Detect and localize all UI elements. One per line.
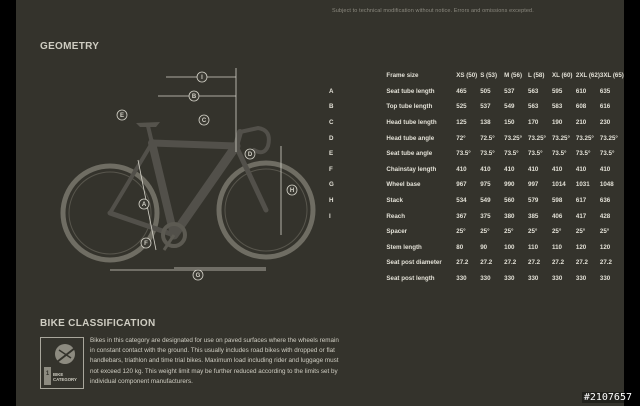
row-value: 380 <box>504 212 515 220</box>
row-value: 73.25° <box>551 134 570 142</box>
row-value: 616 <box>599 103 611 111</box>
row-code: C <box>329 119 334 127</box>
row-value: 73.5° <box>551 150 567 158</box>
row-parameter: Head tube angle <box>386 134 435 142</box>
row-value: 73.5° <box>456 150 471 158</box>
row-code <box>329 255 386 271</box>
row-value: 330 <box>599 275 611 283</box>
size-header: XS (50) <box>456 72 478 80</box>
row-value: 27.2 <box>456 259 469 267</box>
row-parameter: Seat post diameter <box>386 259 442 267</box>
bike-geometry-diagram <box>56 60 326 285</box>
diagram-label-g: G <box>195 273 201 279</box>
row-value: 410 <box>551 165 563 173</box>
row-value: 138 <box>480 119 491 127</box>
row-value: 27.2 <box>504 259 517 267</box>
row-value: 990 <box>504 181 515 189</box>
row-value: 330 <box>456 275 467 283</box>
row-code: I <box>329 212 331 220</box>
row-value: 73.25° <box>504 134 523 142</box>
row-value: 410 <box>504 165 515 173</box>
row-value: 120 <box>575 243 587 251</box>
size-header: M (56) <box>504 72 523 80</box>
row-value: 1014 <box>551 181 566 189</box>
row-value: 410 <box>599 165 611 173</box>
row-parameter: Wheel base <box>386 181 421 189</box>
row-value: 150 <box>504 119 515 127</box>
row-value: 583 <box>551 103 563 111</box>
row-value: 25° <box>575 228 586 236</box>
geometry-title: GEOMETRY <box>40 41 100 52</box>
row-value: 90 <box>480 243 488 251</box>
table-row <box>329 208 624 224</box>
row-value: 428 <box>599 212 611 220</box>
row-code: B <box>329 103 334 111</box>
diagram-label-e: E <box>119 113 125 119</box>
row-value: 25° <box>551 228 562 236</box>
row-value: 25° <box>480 228 490 236</box>
row-value: 73.5° <box>504 150 519 158</box>
row-value: 1031 <box>575 181 590 189</box>
row-parameter: Seat post length <box>386 275 435 283</box>
row-value: 549 <box>480 197 491 205</box>
frame-size-header: Frame size <box>386 72 419 80</box>
row-parameter: Chainstay length <box>386 165 437 173</box>
row-value: 120 <box>599 243 611 251</box>
size-header: XL (60) <box>551 72 573 80</box>
row-parameter: Head tube length <box>386 119 437 127</box>
row-value: 330 <box>480 275 491 283</box>
row-parameter: Stack <box>386 197 403 205</box>
row-value: 410 <box>456 165 467 173</box>
row-value: 598 <box>551 197 563 205</box>
table-row <box>329 99 624 115</box>
row-value: 100 <box>504 243 515 251</box>
row-value: 25° <box>528 228 538 236</box>
size-header: 2XL (62) <box>575 72 600 80</box>
table-row <box>329 162 624 178</box>
category-number: 1 <box>45 371 50 377</box>
row-value: 210 <box>575 119 587 127</box>
row-code <box>329 224 386 240</box>
row-value: 636 <box>599 197 611 205</box>
row-value: 997 <box>528 181 539 189</box>
row-value: 410 <box>480 165 491 173</box>
row-value: 72.5° <box>480 134 495 142</box>
row-value: 560 <box>504 197 515 205</box>
table-row <box>329 146 624 162</box>
table-row <box>329 271 624 287</box>
table-row <box>329 115 624 131</box>
row-value: 25° <box>599 228 610 236</box>
row-code: H <box>329 197 334 205</box>
size-header: 3XL (65) <box>599 72 624 80</box>
row-value: 537 <box>504 87 515 95</box>
row-value: 72° <box>456 134 466 142</box>
bike-category-label: BIKE CATEGORY <box>53 372 77 382</box>
image-id-watermark: #2107657 <box>583 392 632 403</box>
row-value: 73.25° <box>599 134 618 142</box>
row-value: 505 <box>480 87 491 95</box>
row-parameter: Stem length <box>386 243 422 251</box>
spec-page <box>16 0 624 406</box>
row-value: 595 <box>551 87 563 95</box>
row-value: 73.25° <box>575 134 594 142</box>
row-parameter: Seat tube angle <box>386 150 433 158</box>
row-value: 410 <box>575 165 587 173</box>
row-parameter: Reach <box>386 212 405 220</box>
table-header-row <box>329 68 624 84</box>
table-row <box>329 130 624 146</box>
row-value: 534 <box>456 197 467 205</box>
row-value: 110 <box>551 243 562 251</box>
diagram-label-a: A <box>141 202 147 208</box>
row-code: D <box>329 134 334 142</box>
row-parameter: Top tube length <box>386 103 433 111</box>
row-value: 617 <box>575 197 587 205</box>
row-code <box>329 271 386 287</box>
row-value: 330 <box>504 275 515 283</box>
row-value: 27.2 <box>551 259 565 267</box>
table-row <box>329 193 624 209</box>
row-value: 1048 <box>599 181 614 189</box>
row-value: 330 <box>575 275 587 283</box>
row-value: 230 <box>599 119 611 127</box>
table-row <box>329 224 624 240</box>
row-value: 27.2 <box>599 259 612 267</box>
row-value: 610 <box>575 87 587 95</box>
row-parameter: Seat tube length <box>386 87 435 95</box>
row-value: 330 <box>528 275 539 283</box>
row-value: 170 <box>528 119 539 127</box>
row-value: 525 <box>456 103 467 111</box>
row-value: 27.2 <box>575 259 588 267</box>
row-value: 465 <box>456 87 467 95</box>
row-value: 410 <box>528 165 539 173</box>
table-row <box>329 177 624 193</box>
row-value: 27.2 <box>528 259 541 267</box>
row-value: 967 <box>456 181 467 189</box>
diagram-label-b: B <box>191 94 197 100</box>
row-code: E <box>329 150 334 158</box>
diagram-label-c: C <box>201 118 207 124</box>
bike-category-badge <box>40 337 84 389</box>
row-value: 330 <box>551 275 563 283</box>
diagram-label-d: D <box>247 152 253 158</box>
row-value: 73.5° <box>599 150 615 158</box>
row-value: 579 <box>528 197 539 205</box>
classification-title: BIKE CLASSIFICATION <box>40 318 156 329</box>
row-value: 367 <box>456 212 467 220</box>
row-value: 975 <box>480 181 491 189</box>
row-value: 25° <box>456 228 466 236</box>
row-value: 635 <box>599 87 611 95</box>
size-header: L (58) <box>528 72 545 80</box>
row-code: G <box>329 181 334 189</box>
row-value: 375 <box>480 212 491 220</box>
row-value: 73.5° <box>575 150 591 158</box>
row-value: 73.25° <box>528 134 547 142</box>
table-row <box>329 84 624 100</box>
row-value: 417 <box>575 212 587 220</box>
geometry-table-body <box>329 84 624 287</box>
row-value: 608 <box>575 103 587 111</box>
row-value: 27.2 <box>480 259 493 267</box>
size-header: S (53) <box>480 72 498 80</box>
row-code: A <box>329 87 334 95</box>
disclaimer-text: Subject to technical modification without notice. Errors and omissions excepted. <box>332 8 534 14</box>
row-value: 80 <box>456 243 464 251</box>
diagram-label-f: F <box>144 241 148 247</box>
row-value: 110 <box>528 243 539 251</box>
row-value: 385 <box>528 212 539 220</box>
row-code: F <box>329 165 333 173</box>
geometry-table <box>329 68 624 286</box>
row-value: 190 <box>551 119 563 127</box>
row-value: 563 <box>528 87 539 95</box>
row-value: 25° <box>504 228 514 236</box>
row-value: 537 <box>480 103 491 111</box>
row-value: 73.5° <box>528 150 543 158</box>
row-value: 549 <box>504 103 515 111</box>
row-value: 563 <box>528 103 539 111</box>
diagram-label-h: H <box>289 188 295 194</box>
row-value: 406 <box>551 212 563 220</box>
row-code <box>329 240 386 256</box>
row-parameter: Spacer <box>386 228 408 236</box>
table-row <box>329 240 624 256</box>
row-value: 73.5° <box>480 150 495 158</box>
table-row <box>329 255 624 271</box>
row-value: 125 <box>456 119 467 127</box>
diagram-label-i: I <box>201 75 203 81</box>
classification-description: Bikes in this category are designated for use on paved surfaces where the wheels remain in constant contact with the ground. This usually includes road bikes with dropped or flat handlebars, triathlon and time trial bikes. Maximum load including rider and luggage must not exceed 120 kg. This weight limit may be further reduced according to the limits set by individual component manufacturers. <box>90 337 339 385</box>
